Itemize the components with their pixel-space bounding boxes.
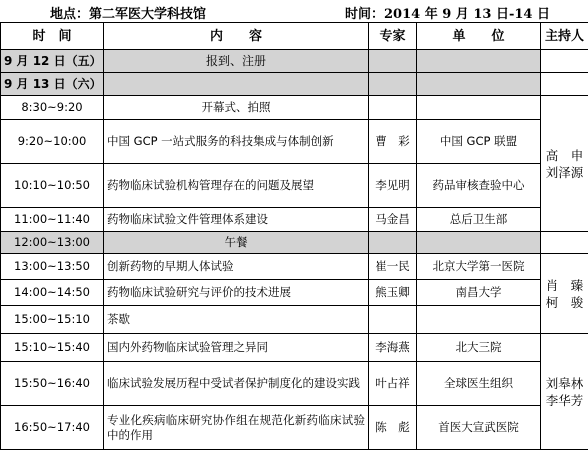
row-content: 中国 GCP 一站式服务的科技集成与体制创新 [104,120,369,164]
row-expert: 马金昌 [369,208,417,232]
day1-row [1,50,588,73]
row-time: 15:10~15:40 [1,334,104,362]
host-name: 柯 骏 [545,294,584,310]
col-content: 内 容 [104,23,369,50]
schedule-table [0,22,588,450]
empty-cell [541,50,588,73]
host-name: 刘皋林 [545,375,584,391]
row-unit: 总后卫生部 [417,208,541,232]
empty-cell [369,232,417,254]
table-header-row [1,23,588,50]
host-name: 高 申 [545,147,584,163]
row-content: 国内外药物临床试验管理之异同 [104,334,369,362]
table-row [1,280,588,306]
empty-cell [541,232,588,254]
col-host: 主持人 [541,23,588,50]
table-row [1,362,588,406]
empty-cell [417,73,541,96]
host-cell [541,96,588,232]
col-unit: 单 位 [417,23,541,50]
row-expert: 李海燕 [369,334,417,362]
row-expert: 曹 彩 [369,120,417,164]
row-time: 15:50~16:40 [1,362,104,406]
row-unit: 药品审核查验中心 [417,164,541,208]
row-time: 15:00~15:10 [1,306,104,334]
row-content: 药物临床试验机构管理存在的问题及展望 [104,164,369,208]
empty-cell [417,232,541,254]
row-content: 午餐 [104,232,369,254]
time-label: 时间：2014 年 9 月 13 日-14 日 [345,7,550,22]
row-content: 临床试验发展历程中受试者保护制度化的建设实践 [104,362,369,406]
page-header [0,0,588,22]
day1-event: 报到、注册 [104,50,369,73]
row-time: 10:10~10:50 [1,164,104,208]
location-label: 地点：第二军医大学科技馆 [50,7,207,22]
row-time: 16:50~17:40 [1,406,104,450]
row-unit [417,306,541,334]
host-cell [541,334,588,450]
row-expert [369,96,417,120]
table-row [1,306,588,334]
row-expert: 叶占祥 [369,362,417,406]
row-time: 8:30~9:20 [1,96,104,120]
row-expert: 熊玉卿 [369,280,417,306]
row-unit: 全球医生组织 [417,362,541,406]
row-expert: 崔一民 [369,254,417,280]
table-row [1,96,588,120]
row-content: 开幕式、拍照 [104,96,369,120]
empty-cell [369,73,417,96]
row-unit: 南昌大学 [417,280,541,306]
col-expert: 专家 [369,23,417,50]
table-row [1,254,588,280]
table-row [1,208,588,232]
table-row [1,120,588,164]
table-row [1,406,588,450]
day1-date: 9 月 12 日（五） [1,50,104,73]
empty-cell [104,73,369,96]
empty-cell [417,50,541,73]
row-time: 11:00~11:40 [1,208,104,232]
row-content: 创新药物的早期人体试验 [104,254,369,280]
row-time: 12:00~13:00 [1,232,104,254]
row-time: 14:00~14:50 [1,280,104,306]
empty-cell [541,73,588,96]
lunch-row [1,232,588,254]
row-unit [417,96,541,120]
row-unit: 中国 GCP 联盟 [417,120,541,164]
row-unit: 首医大宣武医院 [417,406,541,450]
day2-row [1,73,588,96]
table-row [1,164,588,208]
row-unit: 北京大学第一医院 [417,254,541,280]
day2-date: 9 月 13 日（六） [1,73,104,96]
table-row [1,334,588,362]
row-content: 茶歇 [104,306,369,334]
row-expert [369,306,417,334]
row-expert: 李见明 [369,164,417,208]
row-unit: 北大三院 [417,334,541,362]
empty-cell [369,50,417,73]
host-name: 刘泽源 [545,164,584,180]
row-content: 药物临床试验研究与评价的技术进展 [104,280,369,306]
row-time: 13:00~13:50 [1,254,104,280]
row-time: 9:20~10:00 [1,120,104,164]
host-name: 李华芳 [545,392,584,408]
host-name: 肖 臻 [545,277,584,293]
row-content: 药物临床试验文件管理体系建设 [104,208,369,232]
row-content: 专业化疾病临床研究协作组在规范化新药临床试验中的作用 [104,406,369,450]
col-time: 时 间 [1,23,104,50]
host-cell [541,254,588,334]
row-expert: 陈 彪 [369,406,417,450]
